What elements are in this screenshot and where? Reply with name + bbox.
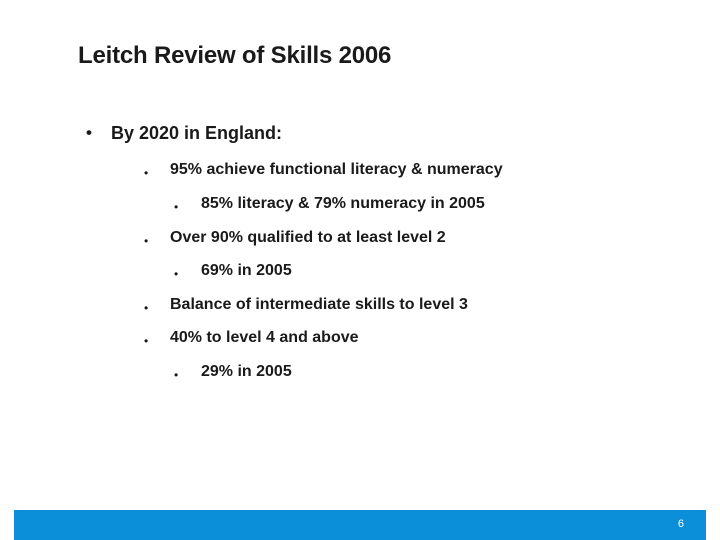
bullet-icon: • bbox=[144, 234, 149, 248]
bullet-icon: • bbox=[144, 301, 149, 315]
bullet-icon: • bbox=[144, 166, 149, 180]
list-item: Over 90% qualified to at least level 2 bbox=[170, 229, 446, 246]
sub-list-item: 69% in 2005 bbox=[201, 262, 292, 279]
list-item: Balance of intermediate skills to level 3 bbox=[170, 296, 468, 313]
list-item: 40% to level 4 and above bbox=[170, 329, 359, 346]
page-number: 6 bbox=[677, 518, 684, 530]
bullet-icon: • bbox=[86, 123, 92, 142]
footer-bar bbox=[14, 510, 706, 540]
slide-title: Leitch Review of Skills 2006 bbox=[78, 42, 392, 69]
sub-list-item: 29% in 2005 bbox=[201, 363, 292, 380]
level1-text: By 2020 in England: bbox=[111, 123, 283, 143]
list-item: 95% achieve functional literacy & numeracy bbox=[170, 161, 503, 178]
sub-list-item: 85% literacy & 79% numeracy in 2005 bbox=[201, 195, 485, 212]
bullet-icon: • bbox=[174, 200, 179, 214]
bullet-icon: • bbox=[174, 368, 179, 382]
bullet-icon: • bbox=[174, 267, 179, 281]
bullet-icon: • bbox=[144, 334, 149, 348]
